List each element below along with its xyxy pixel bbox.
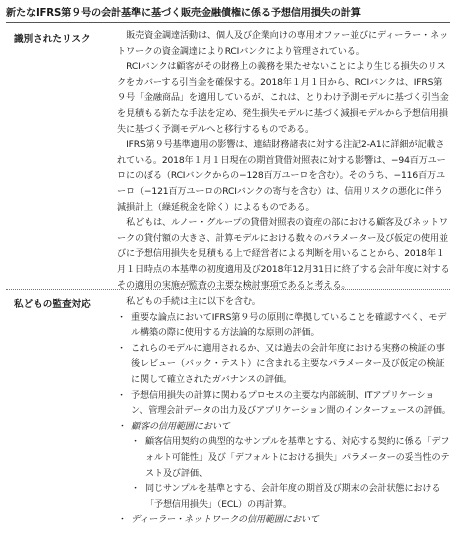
section-label-risk: 識別されたリスク xyxy=(14,34,91,45)
list-item: ・ 顧客信用契約の典型的なサンプルを基準とする、対応する契約に係る「デフォルト可能性」及び「デフォルトにおける損失」パラメーターの妥当性のテスト及び評価、 xyxy=(117,435,451,482)
page-title: 新たなIFRS第９号の会計基準に基づく販売金融債権に係る予想信用損失の計算 xyxy=(6,8,361,19)
paragraph: 販売資金調達活動は、個人及び企業向けの専用オファー並びにディーラー・ネットワークの資金調達によりRCIバンクにより管理されている。 xyxy=(117,31,449,57)
paragraph: 私どもは、ルノー・グループの貸借対照表の資産の部における顧客及びネットワークの貸付額の大きさ、計算モデルにおける数々のパラメーター及び仮定の使用並びに予想信用損失を見積もる上で経営者による判断を用いることから、2018年１月１日時点の本基準の初度適用及び2018年12月31日に終了する会計年度に対するその適用の実施が監査の主要な検討事項であると考える。 xyxy=(117,218,450,291)
list-item: ・ 同じサンプルを基準とする、会計年度の期首及び期末の会計状態における「予想信用損失」（ECL）の再計算。 xyxy=(117,482,451,513)
list-item: ・ ディーラー・ネットワークの信用範囲において xyxy=(117,513,451,529)
paragraph: RCIバンクは顧客がその財務上の義務を果たせないことにより生じる損失のリスクをカバーする引当金を確保する。2018年１月１日から、RCIバンクは、IFRS第９号「金融商品」を適用しているが、これは、とりわけ予測モデルに基づく引当金を見積もる新たな手法を定め、発生損失モデルに基づく減損モデルから予想信用損失に基づく予測モデルへと移行するものである。 xyxy=(117,62,449,135)
section-label-audit-response: 私どもの監査対応 xyxy=(14,299,91,310)
intro-text: 私どもの手続は主に以下を含む。 xyxy=(126,297,261,307)
procedure-list xyxy=(117,311,451,529)
header-divider xyxy=(6,22,450,23)
paragraph: IFRS第９号基準適用の影響は、連結財務諸表に対する注記2-A1に詳細が記載されている。2018年１月１日現在の期首貸借対照表に対する影響は、−94百万ユーロにのぼる（RCIバンクからの−128百万ユーロを含む）。そのうち、−116百万ユーロ（−121百万ユーロのRCIバンクの寄与を含む）は、信用リスクの悪化に伴う減損計上（繰延税金を除く）によるものである。 xyxy=(117,140,446,213)
list-item: ・ 顧客の信用範囲において xyxy=(117,420,451,436)
list-item: ・ これらのモデルに適用されるか、又は過去の会計年度における実務の検証の事後レビュー（バック・テスト）に含まれる主要なパラメーター及び仮定の検証に関して確立されたガバナンスの評価。 xyxy=(117,342,451,389)
section-body-risk xyxy=(117,29,451,294)
list-item: ・ 重要な論点においてIFRS第９号の原則に準拠していることを確認すべく、モデル構築の際に使用する方法論的な原則の評価。 xyxy=(117,311,451,342)
section-body-audit-response xyxy=(117,295,451,529)
section-divider xyxy=(6,289,450,290)
list-item: ・ 予想信用損失の計算に関わるプロセスの主要な内部統制、ITアプリケーション、管理会計データの出力及びアプリケーション間のインターフェースの評価。 xyxy=(117,389,451,420)
